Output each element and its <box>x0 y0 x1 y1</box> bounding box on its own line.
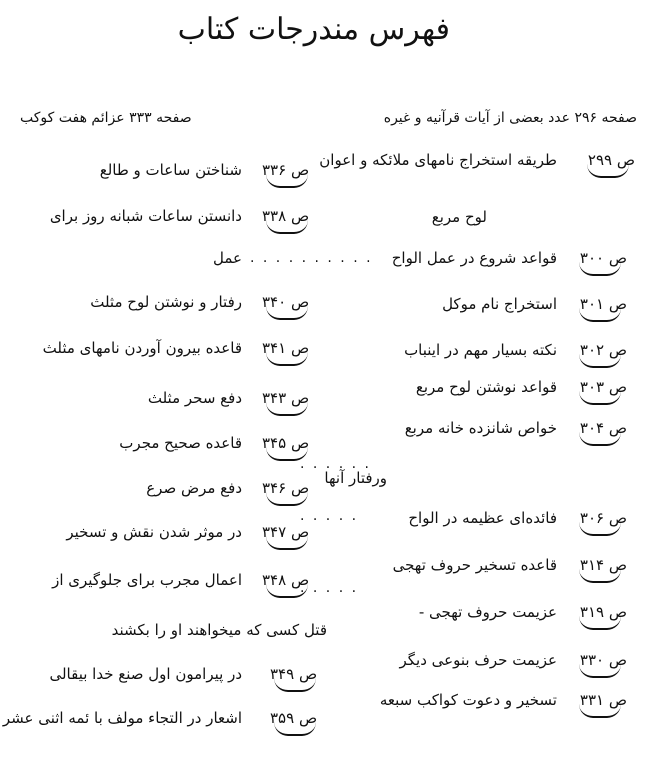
page-number-underline <box>266 352 308 366</box>
toc-entry-text: لوح مربع <box>431 208 487 226</box>
page-number-underline <box>579 616 621 630</box>
page-number-underline <box>266 174 308 188</box>
page-number-underline <box>587 164 629 178</box>
page-number-underline <box>266 306 308 320</box>
toc-entry-text: قاعده بیرون آوردن نامهای مثلث <box>42 339 242 357</box>
page-number-underline <box>579 262 621 276</box>
page-number-underline <box>274 678 316 692</box>
toc-entry-text: دفع سحر مثلث <box>147 389 242 407</box>
toc-entry-text: نکته بسیار مهم در اینباب <box>404 341 557 359</box>
page-number: ص ۲۹۹ <box>587 151 635 169</box>
page-number: ص ۳۵۹ <box>270 709 318 727</box>
page-number-underline <box>579 354 621 368</box>
toc-entry-text: اعمال مجرب برای جلوگیری از <box>52 571 242 589</box>
page-number-underline <box>579 308 621 322</box>
toc-entry-text: قواعد نوشتن لوح مربع <box>415 378 557 396</box>
toc-entry-text: فائده‌ای عظیمه در الواح <box>408 509 557 527</box>
toc-entry-text: در موثر شدن نقش و تسخیر <box>66 523 242 541</box>
toc-entry-text: تسخیر و دعوت کواکب سبعه <box>379 691 557 709</box>
page-number: ص ۳۱۴ <box>579 556 627 574</box>
page-number-underline <box>266 492 308 506</box>
page-number-underline <box>579 432 621 446</box>
toc-entry-text: قواعد شروع در عمل الواح <box>391 249 557 267</box>
page-number-underline <box>579 522 621 536</box>
page-number-underline <box>579 391 621 405</box>
toc-entry-text: دانستن ساعات شبانه روز برای <box>49 207 242 225</box>
page-number: ص ۳۴۸ <box>262 571 310 589</box>
page-number: ص ۳۴۱ <box>262 339 310 357</box>
page-number: ص ۳۰۰ <box>579 249 627 267</box>
page-number: ص ۳۰۶ <box>579 509 627 527</box>
page-number: ص ۳۰۱ <box>579 295 627 313</box>
page-number: ص ۳۳۱ <box>579 691 627 709</box>
toc-entry-text: عزیمت حروف تهجی - <box>418 603 557 621</box>
toc-entry-text: رفتار و نوشتن لوح مثلث <box>90 293 242 311</box>
page-number-underline <box>266 220 308 234</box>
page-number: ص ۳۳۸ <box>262 207 310 225</box>
toc-entry-text: دفع مرض صرع <box>146 479 242 497</box>
page-number: ص ۳۴۶ <box>262 479 310 497</box>
toc-entry-text: قتل کسی که میخواهند او را بکشند <box>111 621 327 639</box>
toc-entry-text: طریقه استخراج نامهای ملائکه و اعوان <box>319 151 557 169</box>
toc-entry-text: قاعده تسخیر حروف تهجی <box>392 556 557 574</box>
page-number-underline <box>579 704 621 718</box>
toc-entry-text: استخراج نام موکل <box>442 295 557 313</box>
page-number: ص ۳۴۵ <box>262 434 310 452</box>
dotted-leader: . . . . . <box>300 580 359 596</box>
page-title: فهرس مندرجات کتاب <box>177 12 450 47</box>
dotted-leader: . . . . . . . . . . <box>250 250 373 266</box>
page-number: ص ۳۳۶ <box>262 161 310 179</box>
toc-entry-text: عمل <box>213 249 242 267</box>
page-number: ص ۳۴۷ <box>262 523 310 541</box>
page-number: ص ۳۰۴ <box>579 419 627 437</box>
page-number-underline <box>579 664 621 678</box>
page-number-underline <box>274 722 316 736</box>
dotted-leader: . . . . . . <box>300 456 371 472</box>
page-number: ص ۳۴۹ <box>270 665 318 683</box>
header-left-label: صفحه ۳۳۳ عزائم هفت کوکب <box>20 110 192 126</box>
page-number: ص ۳۴۳ <box>262 389 310 407</box>
toc-entry-text: قاعده صحیح مجرب <box>119 434 242 452</box>
page-number-underline <box>266 536 308 550</box>
header-right-label: صفحه ۲۹۶ عدد بعضی از آیات قرآنیه و غیره <box>383 110 637 126</box>
toc-entry-text: ورفتار آنها <box>324 469 387 487</box>
page-number: ص ۳۱۹ <box>579 603 627 621</box>
toc-entry-text: اشعار در التجاء مولف با ئمه اثنی عشر <box>2 709 242 727</box>
page-number: ص ۳۰۲ <box>579 341 627 359</box>
page-number: ص ۳۳۰ <box>579 651 627 669</box>
toc-entry-text: عزیمت حرف بنوعی دیگر <box>399 651 557 669</box>
toc-entry-text: شناختن ساعات و طالع <box>99 161 242 179</box>
page-number: ص ۳۴۰ <box>262 293 310 311</box>
page-number: ص ۳۰۳ <box>579 378 627 396</box>
page-number-underline <box>266 402 308 416</box>
toc-entry-text: در پیرامون اول صنع خدا بیقالی <box>49 665 242 683</box>
page-number-underline <box>579 569 621 583</box>
toc-entry-text: خواص شانزده خانه مربع <box>404 419 557 437</box>
dotted-leader: . . . . . <box>300 508 359 524</box>
